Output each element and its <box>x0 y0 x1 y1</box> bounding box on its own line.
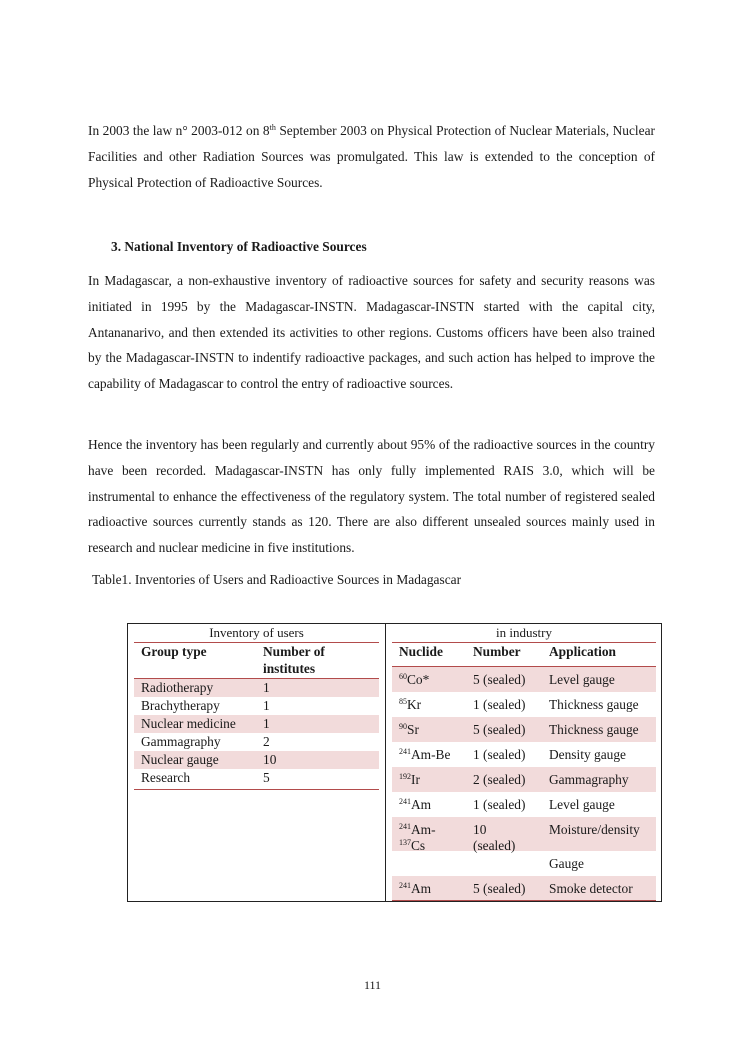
header-number-of: Number of <box>263 644 325 659</box>
paragraph-status: Hence the inventory has been regularly and currently about 95% of the radioactive sources in the country have been recorded. Madagascar-INSTN has only fully implemented RAIS 3.0, which will be instrumental to enhance the effectiveness of the regulatory system. The total number of registered sealed radioactive sources currently stands as 120. There are also different unsealed sources mainly used in research and nuclear medicine in five institutions. <box>88 437 655 556</box>
users-table-caption: Inventory of users <box>134 624 379 643</box>
table-row <box>392 767 656 792</box>
application-cell: Density gauge <box>549 747 626 762</box>
count-cell: 2 <box>263 734 270 749</box>
nuclide-cell: $^{241}$Am-Be <box>399 747 451 762</box>
header-institutes: institutes <box>263 661 316 676</box>
header-group-type: Group type <box>141 644 207 659</box>
nuclide-cell: $^{192}$Ir <box>399 772 420 787</box>
number-cell-2: (sealed) <box>473 838 516 853</box>
table-row <box>134 751 379 769</box>
ordinal-superscript: th <box>269 123 276 132</box>
application-cell: Gauge <box>549 856 584 871</box>
users-table <box>128 624 386 901</box>
number-cell: 1 (sealed) <box>473 697 526 712</box>
nuclide-cell: $^{85}$Kr <box>399 697 422 712</box>
nuclide-cell: $^{241}$Am- <box>399 822 436 837</box>
table-row <box>392 792 656 817</box>
paragraph-law <box>88 118 655 195</box>
paragraph-law-text: In 2003 the law n° 2003-012 on 8 <box>88 123 270 138</box>
group-type-cell: Nuclear gauge <box>141 752 219 767</box>
header-nuclide: Nuclide <box>399 644 443 659</box>
nuclide-cell-2: $^{137}$Cs <box>399 838 426 853</box>
count-cell: 1 <box>263 716 270 731</box>
page-number: 111 <box>363 978 382 992</box>
table-row <box>134 715 379 733</box>
number-cell: 2 (sealed) <box>473 772 526 787</box>
table-row <box>392 851 656 876</box>
industry-table-caption: in industry <box>392 624 656 643</box>
header-number: Number <box>473 644 521 659</box>
application-cell: Level gauge <box>549 672 615 687</box>
nuclide-cell: $^{241}$Am <box>399 881 432 896</box>
application-cell: Gammagraphy <box>549 772 629 787</box>
nuclide-cell: $^{241}$Am <box>399 797 432 812</box>
nuclide-cell: $^{90}$Sr <box>399 722 419 737</box>
group-type-cell: Gammagraphy <box>141 734 221 749</box>
application-cell: Moisture/density <box>549 822 640 837</box>
table-row <box>134 733 379 751</box>
inventory-table <box>127 623 662 902</box>
count-cell: 1 <box>263 680 270 695</box>
industry-table <box>386 624 662 901</box>
table-row <box>392 817 656 851</box>
section-heading: 3. National Inventory of Radioactive Sources <box>111 239 367 254</box>
number-cell: 5 (sealed) <box>473 881 526 896</box>
application-cell: Level gauge <box>549 797 615 812</box>
table-row <box>392 876 656 901</box>
application-cell: Thickness gauge <box>549 697 639 712</box>
table-row <box>134 697 379 715</box>
table-row <box>392 667 656 692</box>
nuclide-cell: $^{60}$Co* <box>399 672 430 687</box>
table-row <box>392 742 656 767</box>
number-cell: 5 (sealed) <box>473 722 526 737</box>
number-cell: 1 (sealed) <box>473 797 526 812</box>
number-cell: 1 (sealed) <box>473 747 526 762</box>
table-row <box>134 679 379 697</box>
count-cell: 1 <box>263 698 270 713</box>
paragraph-law-text-rest: September 2003 on Physical Protection of Nuclear Materials, Nuclear Facilities and other Radiation Sources was promulgated. This law is extended to the conception of Physical Protection of Radioactive Sources. <box>88 123 655 190</box>
table-row <box>134 769 379 787</box>
group-type-cell: Research <box>141 770 191 785</box>
number-cell: 5 (sealed) <box>473 672 526 687</box>
table-caption: Table1. Inventories of Users and Radioactive Sources in Madagascar <box>92 572 462 587</box>
application-cell: Smoke detector <box>549 881 633 896</box>
count-cell: 10 <box>263 752 277 767</box>
group-type-cell: Brachytherapy <box>141 698 220 713</box>
table-row <box>392 717 656 742</box>
application-cell: Thickness gauge <box>549 722 639 737</box>
group-type-cell: Radiotherapy <box>141 680 214 695</box>
count-cell: 5 <box>263 770 270 785</box>
group-type-cell: Nuclear medicine <box>141 716 236 731</box>
number-cell: 10 <box>473 822 487 837</box>
paragraph-inventory: In Madagascar, a non-exhaustive inventory of radioactive sources for safety and security reasons was initiated in 1995 by the Madagascar-INSTN. Madagascar-INSTN started with the capital city, Antananarivo, and then extended its activities to other regions. Customs officers have been also trained by the Madagascar-INSTN to indentify radioactive packages, and such action has helped to improve the capability of Madagascar to control the entry of radioactive sources. <box>88 273 655 392</box>
table-row <box>392 692 656 717</box>
header-application: Application <box>549 644 616 659</box>
